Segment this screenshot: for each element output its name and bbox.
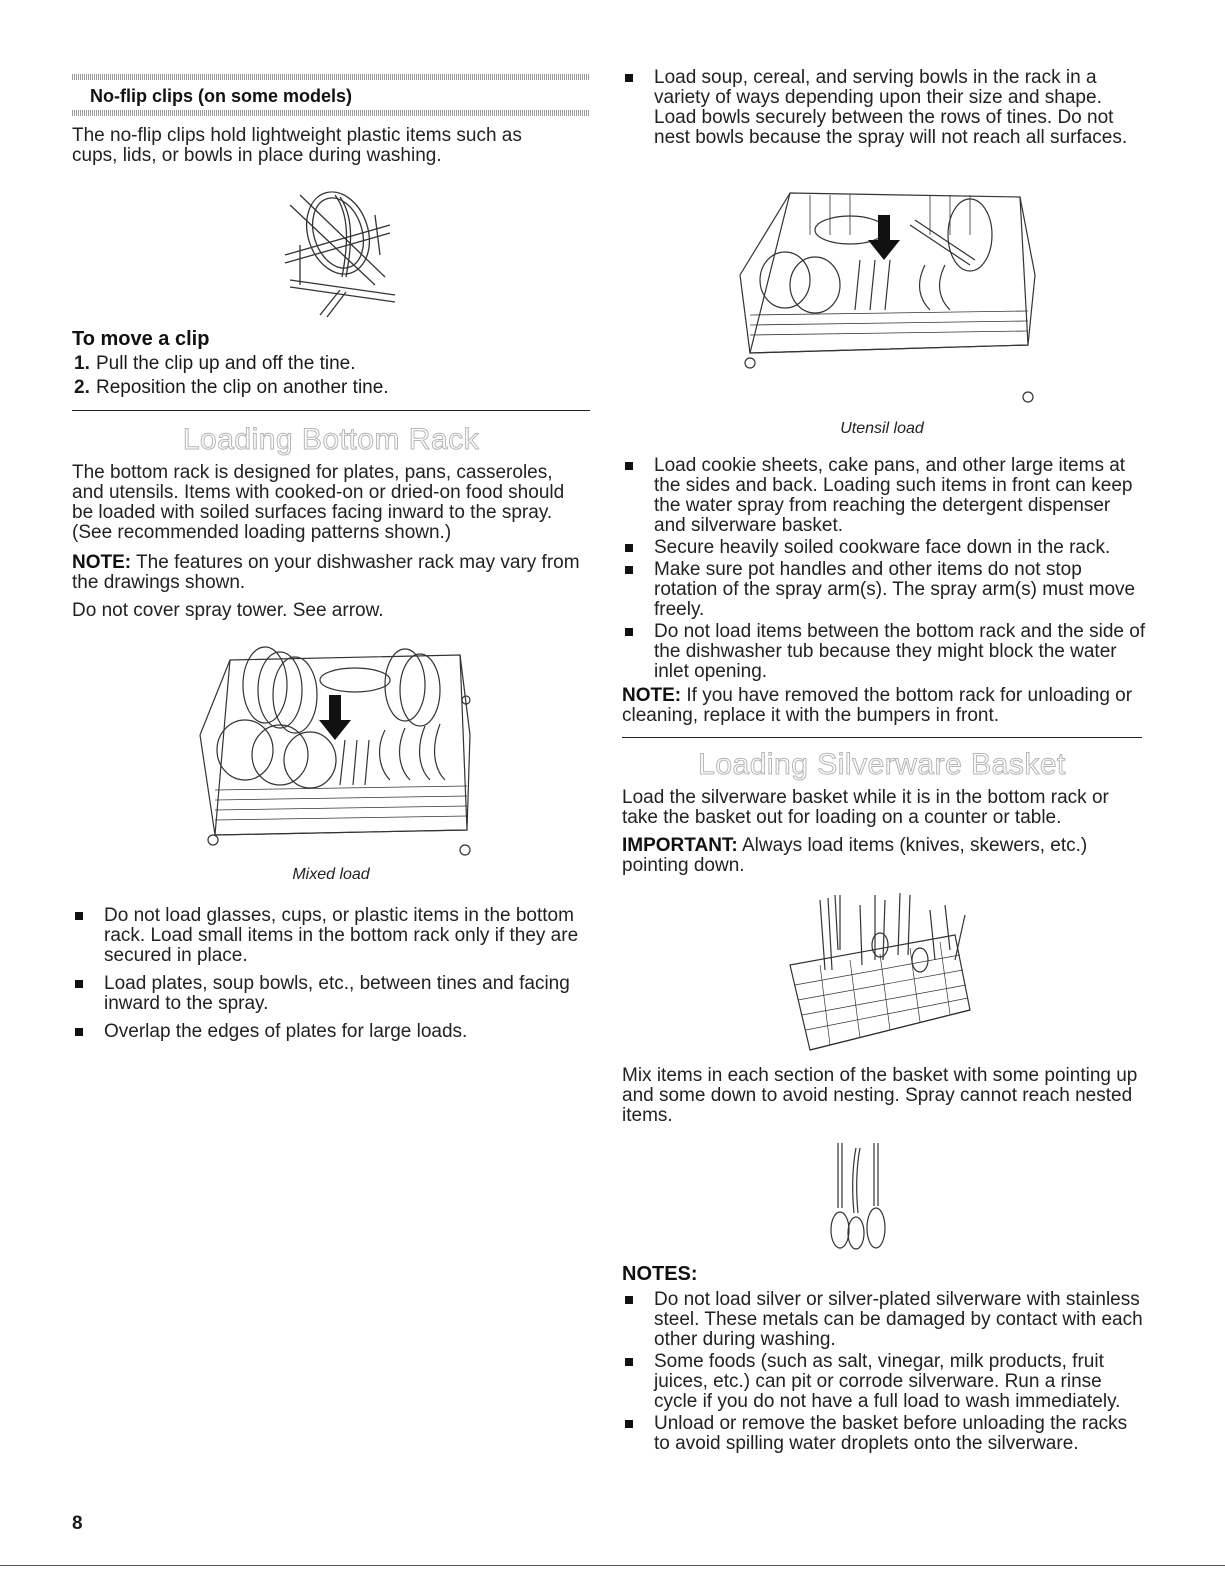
bullet-item: Do not load glasses, cups, or plastic items in the bottom rack. Load small items in the bottom rack only if they are secured in place. xyxy=(72,906,582,966)
bottom-rack-bullets xyxy=(72,906,582,1042)
right-bullets xyxy=(622,456,1147,682)
silverware-intro: Load the silverware basket while it is in the bottom rack or take the basket out for loading on a counter or table. xyxy=(622,787,1109,828)
bullet-item: Unload or remove the basket before unloading the racks to avoid spilling water droplets onto the silverware. xyxy=(622,1414,1147,1454)
bullet-item: Load soup, cereal, and serving bowls in the rack in a variety of ways depending upon their size and shape. Load bowls securely between the rows of tines. Do not nest bowls because the spray will not reach all surfaces. xyxy=(622,68,1142,148)
page-bottom-rule xyxy=(0,1565,1225,1566)
note-text: The features on your dishwasher rack may vary from the drawings shown. xyxy=(72,552,580,593)
bullet-item: Do not load silver or silver-plated silverware with stainless steel. These metals can be damaged by contact with each other during washing. xyxy=(622,1290,1147,1350)
step-item xyxy=(72,377,572,399)
step-text: Reposition the clip on another tine. xyxy=(96,377,389,398)
mixed-load-illustration xyxy=(185,640,475,865)
important-text: Always load items (knives, skewers, etc.) pointing down. xyxy=(622,835,1088,876)
note-label: NOTE: xyxy=(622,685,682,706)
silverware-important xyxy=(622,836,1147,876)
bullet-item: Do not load items between the bottom rack and the side of the dishwasher tub because they might block the water inlet opening. xyxy=(622,622,1147,682)
notes-heading: NOTES: xyxy=(622,1263,698,1285)
bottom-rack-note xyxy=(72,553,582,593)
noflip-heading: No-flip clips (on some models) xyxy=(90,86,353,106)
section-divider xyxy=(72,410,590,411)
mix-items-text: Mix items in each section of the basket with some pointing up and some down to avoid nesting. Spray cannot reach nested items. xyxy=(622,1065,1138,1126)
bullet-item: Make sure pot handles and other items do not stop rotation of the spray arm(s). The spray arm(s) must move freely. xyxy=(622,560,1147,620)
noflip-text: The no-flip clips hold lightweight plastic items such as cups, lids, or bowls in place during washing. xyxy=(72,125,522,166)
silverware-notes xyxy=(622,1290,1147,1454)
bowls-bullet-list xyxy=(622,68,1142,148)
rack-removal-note xyxy=(622,686,1147,726)
silverware-basket-title: Loading Silverware Basket xyxy=(698,748,1066,781)
mixed-load-caption: Mixed load xyxy=(292,866,370,883)
note-label: NOTE: xyxy=(72,552,132,573)
noflip-clip-illustration xyxy=(280,185,400,325)
bullet-item: Secure heavily soiled cookware face down in the rack. xyxy=(622,538,1147,558)
step-number: 2. xyxy=(74,377,90,398)
move-clip-steps xyxy=(72,353,572,401)
nested-spoons-illustration xyxy=(826,1138,890,1254)
subsection-rule-top xyxy=(72,74,590,80)
step-number: 1. xyxy=(74,353,90,374)
bullet-item: Load cookie sheets, cake pans, and other large items at the sides and back. Loading such items in front can keep the water spray from reaching the detergent dispenser and silverware basket. xyxy=(622,456,1147,536)
subsection-rule-bottom xyxy=(72,110,590,116)
step-item xyxy=(72,353,572,375)
bottom-rack-intro: The bottom rack is designed for plates, pans, casseroles, and utensils. Items with cooked-on or dried-on food should be loaded with soiled surfaces facing inward to the spray. (See recommended loading patterns shown.) xyxy=(72,462,565,543)
utensil-load-caption: Utensil load xyxy=(840,420,924,437)
bullet-item: Some foods (such as salt, vinegar, milk products, fruit juices, etc.) can pit or corrode silverware. Run a rinse cycle if you do not have a full load to wash immediately. xyxy=(622,1352,1147,1412)
utensil-load-illustration xyxy=(730,185,1040,410)
section-divider xyxy=(622,737,1142,738)
move-clip-heading: To move a clip xyxy=(72,328,210,350)
note-text: If you have removed the bottom rack for unloading or cleaning, replace it with the bumpers in front. xyxy=(622,685,1133,726)
bottom-rack-title: Loading Bottom Rack xyxy=(182,423,480,456)
bullet-item: Load plates, soup bowls, etc., between tines and facing inward to the spray. xyxy=(72,974,582,1014)
silverware-basket-illustration xyxy=(780,890,980,1058)
spray-tower-text: Do not cover spray tower. See arrow. xyxy=(72,600,384,621)
important-label: IMPORTANT: xyxy=(622,835,738,856)
step-text: Pull the clip up and off the tine. xyxy=(96,353,356,374)
bullet-item: Overlap the edges of plates for large loads. xyxy=(72,1022,582,1042)
page-number: 8 xyxy=(72,1513,83,1534)
